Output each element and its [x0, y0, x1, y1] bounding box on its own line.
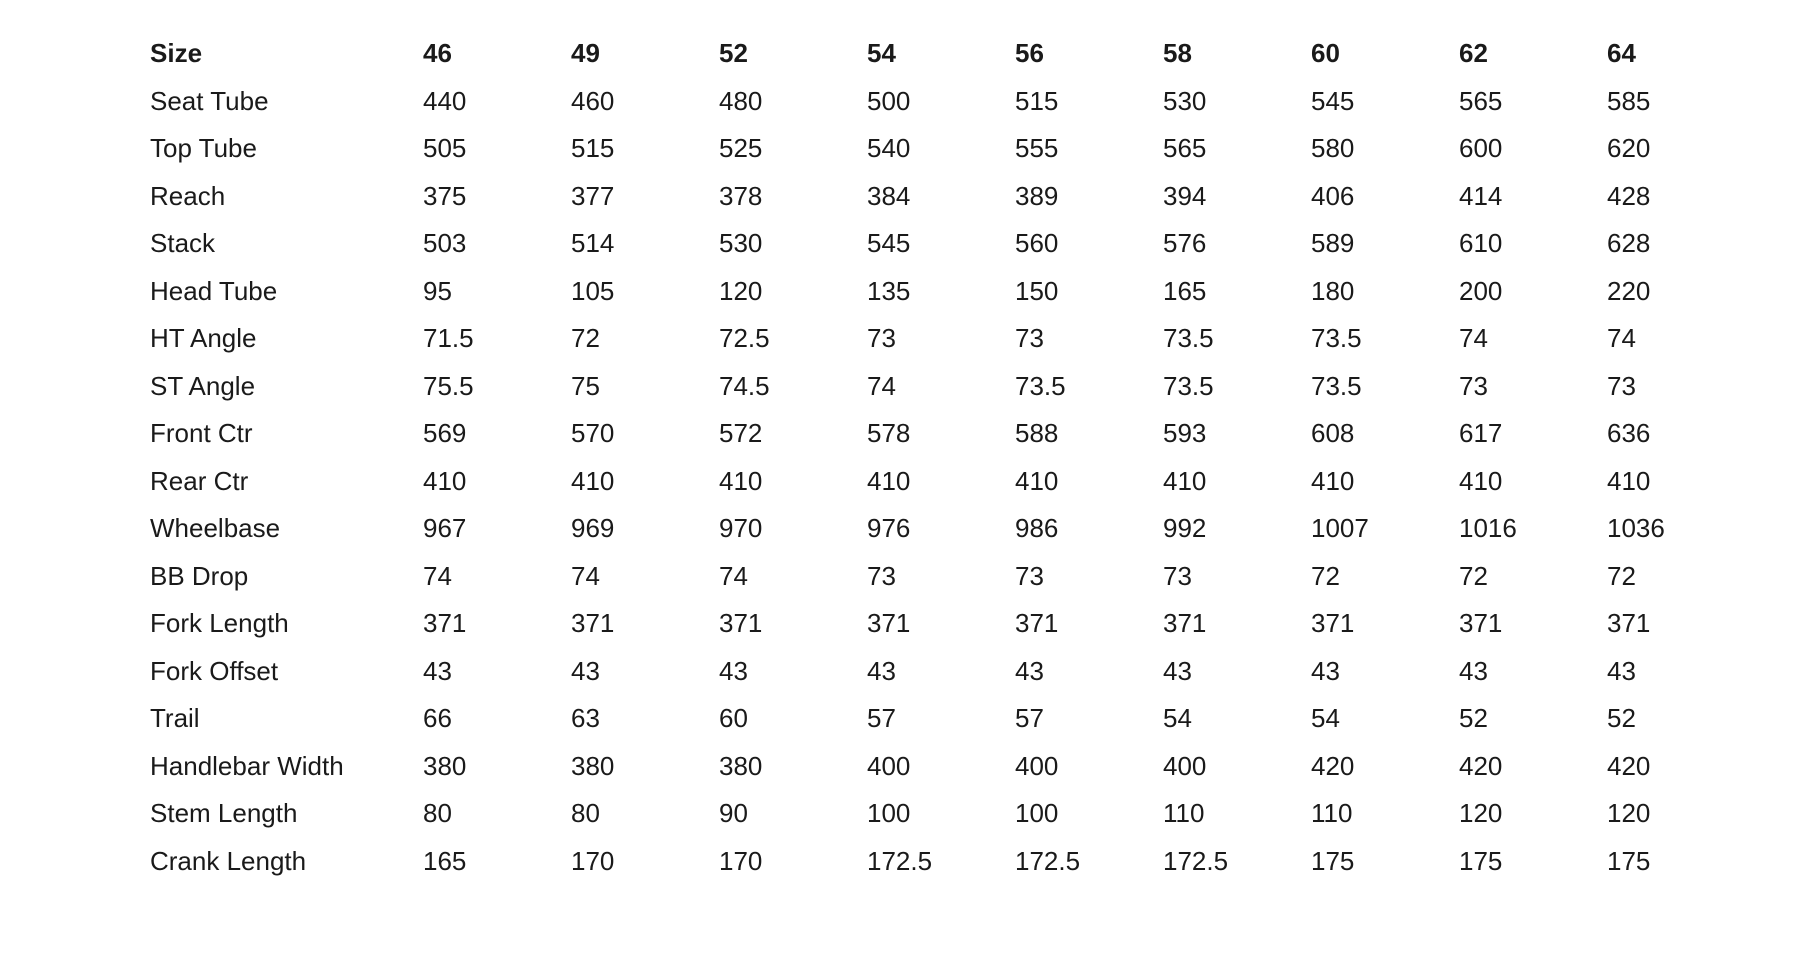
header-size-52: 52	[719, 38, 748, 69]
table-cell: 540	[867, 133, 911, 164]
table-cell: 569	[423, 418, 467, 449]
table-cell: 120	[719, 275, 763, 306]
table-header	[150, 30, 1755, 78]
table-cell: 74	[1459, 323, 1488, 354]
table-cell: 43	[719, 655, 748, 686]
table-cell: 371	[423, 608, 467, 639]
table-cell: 589	[1311, 228, 1355, 259]
table-cell: 72	[571, 323, 600, 354]
table-cell: 410	[1607, 465, 1651, 496]
header-size-58: 58	[1163, 38, 1192, 69]
table-row	[150, 125, 1755, 173]
table-row	[150, 695, 1755, 743]
table-cell: 170	[571, 845, 615, 876]
table-cell: 410	[867, 465, 911, 496]
table-cell: 560	[1015, 228, 1059, 259]
table-cell: 72	[1311, 560, 1340, 591]
row-label: Trail	[150, 703, 200, 734]
table-cell: 410	[1163, 465, 1207, 496]
table-cell: 74.5	[719, 370, 770, 401]
table-cell: 410	[719, 465, 763, 496]
table-cell: 80	[423, 798, 452, 829]
table-cell: 220	[1607, 275, 1651, 306]
table-cell: 52	[1607, 703, 1636, 734]
header-size-54: 54	[867, 38, 896, 69]
table-cell: 100	[867, 798, 911, 829]
table-cell: 75.5	[423, 370, 474, 401]
table-cell: 420	[1459, 750, 1503, 781]
table-row	[150, 790, 1755, 838]
table-cell: 74	[571, 560, 600, 591]
table-row	[150, 743, 1755, 791]
table-cell: 406	[1311, 180, 1355, 211]
table-cell: 105	[571, 275, 615, 306]
table-cell: 73	[1459, 370, 1488, 401]
table-cell: 628	[1607, 228, 1651, 259]
table-cell: 610	[1459, 228, 1503, 259]
table-cell: 175	[1607, 845, 1651, 876]
table-cell: 172.5	[1015, 845, 1081, 876]
row-label: Handlebar Width	[150, 750, 344, 781]
table-cell: 90	[719, 798, 748, 829]
table-cell: 410	[571, 465, 615, 496]
table-cell: 73	[1163, 560, 1192, 591]
table-cell: 440	[423, 85, 467, 116]
table-cell: 73	[867, 560, 896, 591]
table-cell: 410	[1015, 465, 1059, 496]
row-label: ST Angle	[150, 370, 256, 401]
geometry-table	[150, 30, 1755, 885]
table-cell: 1036	[1607, 513, 1665, 544]
table-cell: 578	[867, 418, 911, 449]
table-cell: 565	[1459, 85, 1503, 116]
table-cell: 110	[1163, 798, 1205, 829]
table-cell: 389	[1015, 180, 1059, 211]
table-cell: 580	[1311, 133, 1355, 164]
table-cell: 95	[423, 275, 452, 306]
table-cell: 43	[867, 655, 896, 686]
table-cell: 420	[1311, 750, 1355, 781]
table-cell: 73.5	[1015, 370, 1066, 401]
table-cell: 565	[1163, 133, 1207, 164]
table-cell: 380	[423, 750, 467, 781]
table-cell: 400	[867, 750, 911, 781]
table-cell: 967	[423, 513, 467, 544]
table-cell: 54	[1311, 703, 1340, 734]
row-label: Stack	[150, 228, 216, 259]
table-cell: 525	[719, 133, 763, 164]
table-cell: 43	[1163, 655, 1192, 686]
table-cell: 120	[1459, 798, 1503, 829]
table-cell: 620	[1607, 133, 1651, 164]
table-cell: 73	[1015, 560, 1044, 591]
table-row	[150, 173, 1755, 221]
table-cell: 43	[1607, 655, 1636, 686]
table-cell: 73	[867, 323, 896, 354]
table-cell: 165	[423, 845, 467, 876]
table-cell: 600	[1459, 133, 1503, 164]
table-cell: 515	[1015, 85, 1059, 116]
table-cell: 72	[1459, 560, 1488, 591]
table-cell: 73.5	[1311, 323, 1362, 354]
table-row	[150, 838, 1755, 886]
table-cell: 371	[867, 608, 911, 639]
row-label: BB Drop	[150, 560, 249, 591]
table-cell: 970	[719, 513, 763, 544]
table-cell: 63	[571, 703, 600, 734]
header-size-62: 62	[1459, 38, 1488, 69]
header-size-60: 60	[1311, 38, 1340, 69]
table-cell: 57	[867, 703, 896, 734]
table-cell: 75	[571, 370, 600, 401]
table-cell: 530	[1163, 85, 1207, 116]
table-cell: 545	[1311, 85, 1355, 116]
table-cell: 1016	[1459, 513, 1517, 544]
table-row	[150, 505, 1755, 553]
row-label: Crank Length	[150, 845, 307, 876]
table-cell: 986	[1015, 513, 1059, 544]
table-cell: 72.5	[719, 323, 770, 354]
table-row	[150, 648, 1755, 696]
table-cell: 428	[1607, 180, 1651, 211]
table-cell: 394	[1163, 180, 1207, 211]
table-cell: 608	[1311, 418, 1355, 449]
table-cell: 414	[1459, 180, 1503, 211]
table-cell: 71.5	[423, 323, 474, 354]
table-row	[150, 363, 1755, 411]
table-cell: 545	[867, 228, 911, 259]
table-cell: 73.5	[1163, 323, 1214, 354]
table-cell: 460	[571, 85, 615, 116]
table-cell: 73	[1015, 323, 1044, 354]
table-cell: 135	[867, 275, 911, 306]
table-cell: 617	[1459, 418, 1503, 449]
table-cell: 593	[1163, 418, 1207, 449]
table-cell: 74	[867, 370, 896, 401]
table-row	[150, 458, 1755, 506]
table-cell: 74	[1607, 323, 1636, 354]
row-label: Stem Length	[150, 798, 298, 829]
table-row	[150, 268, 1755, 316]
table-cell: 74	[719, 560, 748, 591]
table-cell: 503	[423, 228, 467, 259]
row-label: Rear Ctr	[150, 465, 249, 496]
row-label: Head Tube	[150, 275, 278, 306]
row-label: Seat Tube	[150, 85, 269, 116]
table-cell: 371	[1459, 608, 1503, 639]
table-cell: 43	[1311, 655, 1340, 686]
table-cell: 54	[1163, 703, 1192, 734]
table-cell: 400	[1015, 750, 1059, 781]
row-label: Top Tube	[150, 133, 257, 164]
table-row	[150, 315, 1755, 363]
table-cell: 514	[571, 228, 615, 259]
table-cell: 371	[719, 608, 763, 639]
table-cell: 120	[1607, 798, 1651, 829]
table-cell: 73.5	[1163, 370, 1214, 401]
table-cell: 170	[719, 845, 763, 876]
table-cell: 110	[1311, 798, 1353, 829]
table-cell: 380	[571, 750, 615, 781]
table-cell: 371	[1163, 608, 1207, 639]
table-cell: 576	[1163, 228, 1207, 259]
row-label: Wheelbase	[150, 513, 281, 544]
row-label: Fork Offset	[150, 655, 279, 686]
table-cell: 1007	[1311, 513, 1369, 544]
table-cell: 410	[1311, 465, 1355, 496]
table-cell: 480	[719, 85, 763, 116]
table-cell: 73.5	[1311, 370, 1362, 401]
header-row	[150, 30, 1755, 78]
table-body	[150, 78, 1755, 886]
table-cell: 380	[719, 750, 763, 781]
row-label: Reach	[150, 180, 226, 211]
table-cell: 57	[1015, 703, 1044, 734]
table-cell: 72	[1607, 560, 1636, 591]
table-cell: 43	[1459, 655, 1488, 686]
table-cell: 636	[1607, 418, 1651, 449]
table-cell: 969	[571, 513, 615, 544]
table-cell: 100	[1015, 798, 1059, 829]
table-cell: 400	[1163, 750, 1207, 781]
table-cell: 73	[1607, 370, 1636, 401]
table-cell: 175	[1459, 845, 1503, 876]
table-cell: 74	[423, 560, 452, 591]
table-cell: 420	[1607, 750, 1651, 781]
table-cell: 555	[1015, 133, 1059, 164]
table-cell: 43	[571, 655, 600, 686]
table-cell: 80	[571, 798, 600, 829]
table-cell: 572	[719, 418, 763, 449]
table-cell: 992	[1163, 513, 1207, 544]
table-cell: 375	[423, 180, 467, 211]
table-cell: 200	[1459, 275, 1503, 306]
table-row	[150, 78, 1755, 126]
table-cell: 585	[1607, 85, 1651, 116]
table-cell: 172.5	[1163, 845, 1229, 876]
row-label: Fork Length	[150, 608, 289, 639]
table-row	[150, 220, 1755, 268]
row-label: Front Ctr	[150, 418, 253, 449]
table-cell: 371	[1015, 608, 1059, 639]
table-row	[150, 553, 1755, 601]
table-row	[150, 600, 1755, 648]
header-size-label: Size	[150, 38, 203, 69]
table-cell: 570	[571, 418, 615, 449]
table-cell: 150	[1015, 275, 1059, 306]
table-cell: 371	[1311, 608, 1355, 639]
table-cell: 43	[1015, 655, 1044, 686]
table-row	[150, 410, 1755, 458]
table-cell: 976	[867, 513, 911, 544]
table-cell: 505	[423, 133, 467, 164]
table-cell: 60	[719, 703, 748, 734]
table-cell: 180	[1311, 275, 1355, 306]
table-cell: 165	[1163, 275, 1207, 306]
table-cell: 172.5	[867, 845, 933, 876]
table-cell: 515	[571, 133, 615, 164]
table-cell: 43	[423, 655, 452, 686]
header-size-46: 46	[423, 38, 452, 69]
table-cell: 530	[719, 228, 763, 259]
row-label: HT Angle	[150, 323, 257, 354]
table-cell: 500	[867, 85, 911, 116]
table-cell: 175	[1311, 845, 1355, 876]
table-cell: 384	[867, 180, 911, 211]
header-size-49: 49	[571, 38, 600, 69]
header-size-56: 56	[1015, 38, 1044, 69]
table-cell: 52	[1459, 703, 1488, 734]
table-cell: 377	[571, 180, 615, 211]
table-cell: 378	[719, 180, 763, 211]
header-size-64: 64	[1607, 38, 1636, 69]
table-cell: 410	[423, 465, 467, 496]
table-cell: 371	[1607, 608, 1651, 639]
table-cell: 410	[1459, 465, 1503, 496]
table-cell: 371	[571, 608, 615, 639]
table-cell: 66	[423, 703, 452, 734]
table-cell: 588	[1015, 418, 1059, 449]
